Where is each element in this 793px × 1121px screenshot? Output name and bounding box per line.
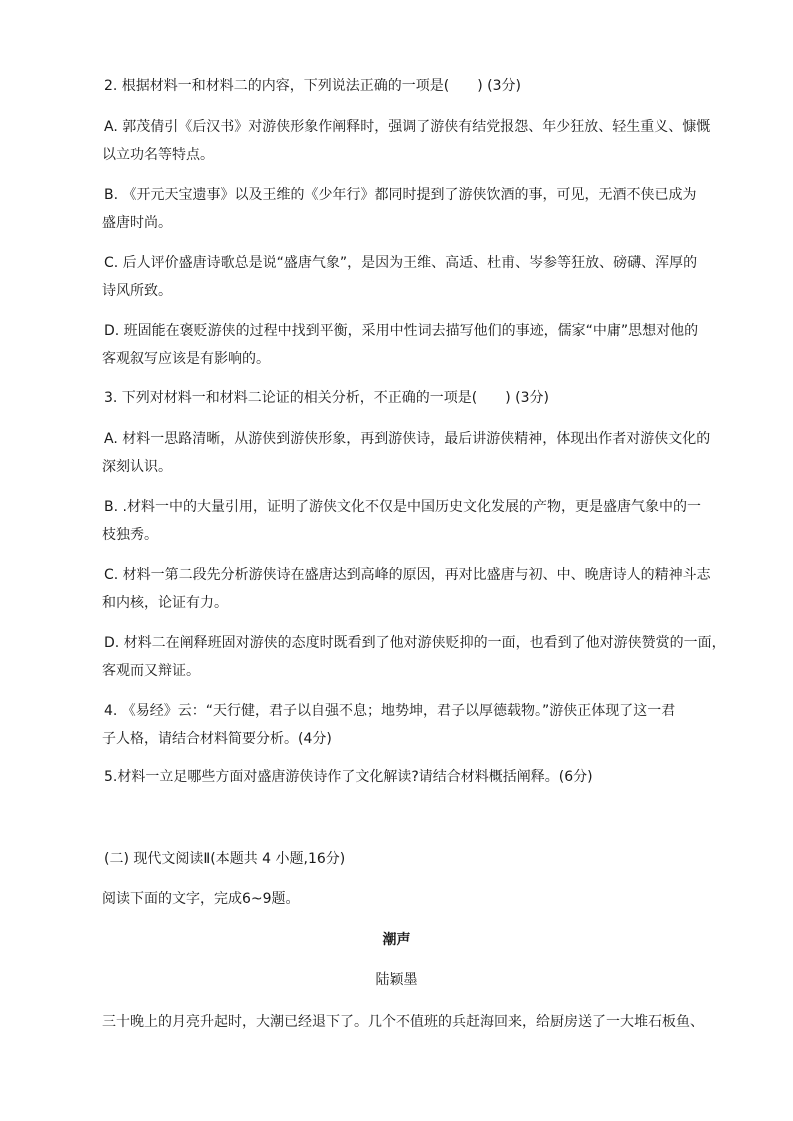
question-2-option-d-line-1: D. 班固能在褒贬游侠的过程中找到平衡，采用中性词去描写他们的事迹，儒家“中庸”思想对他的 [104,323,699,339]
question-3-option-b-line-1: B. .材料一中的大量引用，证明了游侠文化不仅是中国历史文化发展的产物，更是盛唐气象中的一 [104,499,701,515]
question-3-option-a-line-1: A. 材料一思路清晰，从游侠到游侠形象，再到游侠诗，最后讲游侠精神，体现出作者对游侠文化的 [104,431,711,447]
question-4-line-1: 4. 《易经》云：“天行健，君子以自强不息；地势坤，君子以厚德载物。”游侠正体现了这一君 [104,703,676,719]
question-2-option-a-line-2: 以立功名等特点。 [102,147,214,163]
question-3-option-a-line-2: 深刻认识。 [102,459,172,475]
section-2-heading: (二) 现代文阅读Ⅱ(本题共 4 小题,16分) [104,851,346,867]
question-3-option-b-line-2: 枝独秀。 [102,527,158,543]
question-2-option-a-line-1: A. 郭茂倩引《后汉书》对游侠形象作阐释时，强调了游侠有结党报怨、年少狂放、轻生重义、慷慨 [104,119,711,135]
question-2-option-c-line-1: C. 后人评价盛唐诗歌总是说“盛唐气象”，是因为王维、高适、杜甫、岑参等狂放、磅礴、浑厚的 [104,255,698,271]
question-3-stem: 3. 下列对材料一和材料二论证的相关分析，不正确的一项是( ) (3分) [104,390,550,406]
question-3-option-d-line-2: 客观而又辩证。 [102,663,200,679]
question-2-option-d-line-2: 客观叙写应该是有影响的。 [102,351,270,367]
question-3-option-c-line-2: 和内核，论证有力。 [102,595,228,611]
article-author: 陆颖墨 [375,972,418,988]
question-5-line-1: 5.材料一立足哪些方面对盛唐游侠诗作了文化解读?请结合材料概括阐释。(6分) [104,769,593,785]
article-paragraph-1: 三十晚上的月亮升起时，大潮已经退下了。几个不值班的兵赶海回来，给厨房送了一大堆石板鱼、 [102,1014,704,1030]
reading-instruction: 阅读下面的文字，完成6~9题。 [102,891,300,907]
question-2-stem: 2. 根据材料一和材料二的内容，下列说法正确的一项是( ) (3分) [104,78,522,94]
question-3-option-c-line-1: C. 材料一第二段先分析游侠诗在盛唐达到高峰的原因，再对比盛唐与初、中、晚唐诗人的精神斗志 [104,567,711,583]
question-2-option-b-line-1: B. 《开元天宝遗事》以及王维的《少年行》都同时提到了游侠饮酒的事，可见，无酒不侠已成为 [104,187,697,203]
question-2-option-c-line-2: 诗风所致。 [102,283,172,299]
question-2-option-b-line-2: 盛唐时尚。 [102,215,172,231]
question-4-line-2: 子人格，请结合材料简要分析。(4分) [102,731,332,747]
question-3-option-d-line-1: D. 材料二在阐释班固对游侠的态度时既看到了他对游侠贬抑的一面，也看到了他对游侠赞赏的一面， [104,635,726,651]
article-title: 潮声 [382,932,411,948]
